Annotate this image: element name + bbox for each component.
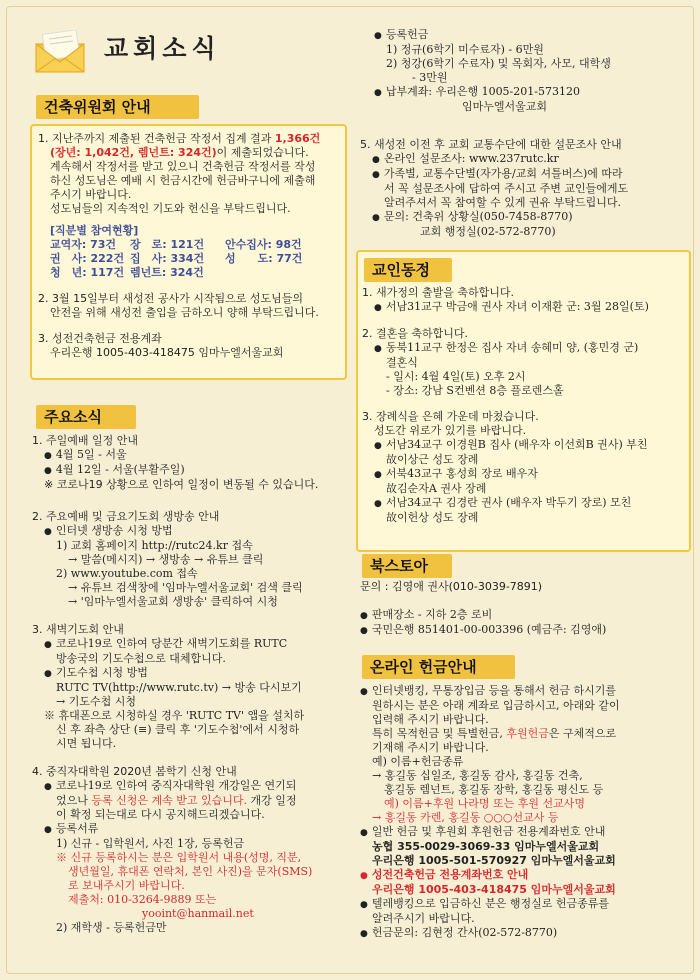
stats-row xyxy=(50,238,338,252)
list-item: ● 성전건축헌금 전용계좌번호 안내 xyxy=(360,868,685,883)
text: 교회 행정실(02-572-8770) xyxy=(420,225,556,238)
highlight-count: 1,366건 xyxy=(274,132,321,145)
text: 계속해서 작정서를 받고 있으니 건축헌금 작정서를 작성 xyxy=(50,160,316,173)
text: → 홍길동 십일조, 홍길동 감사, 홍길동 건축, xyxy=(372,769,583,782)
building-item-1 xyxy=(38,132,338,360)
text: → 말씀(메시지) → 생방송 → 유튜브 클릭 xyxy=(68,553,264,566)
text: 알려주시기 바랍니다. xyxy=(372,912,475,925)
news-item-title: 3. 장례식을 은혜 가운데 마쳤습니다. xyxy=(362,410,539,423)
highlight-text: 후원헌금 xyxy=(506,727,549,740)
text: 었으나 xyxy=(56,794,92,807)
bookstore-content xyxy=(360,580,685,638)
text: 주시기 바랍니다. xyxy=(50,188,132,201)
news-item-title: 2. 결혼을 축하합니다. xyxy=(362,327,468,340)
survey-section xyxy=(360,138,685,239)
text: 하신 성도님은 예배 시 헌금시간에 헌금바구니에 제출해 xyxy=(50,174,316,187)
text: 2) 청강(6학기 수료자) 및 목회자, 사모, 대학생 xyxy=(386,57,611,70)
text: 기재해 주시기 바랍니다. xyxy=(372,741,489,754)
list-item: ● 가족별, 교통수단별(자가용/교회 셔틀버스)에 따라 xyxy=(360,167,685,182)
news-item-title: 1. 주일예배 일정 안내 xyxy=(32,434,138,447)
note-text: ※ 휴대폰으로 시청하실 경우 'RUTC TV' 앱을 설치하 xyxy=(44,709,305,722)
news-item-title: 5. 새성전 이전 후 교회 교통수단에 대한 설문조사 안내 xyxy=(360,138,622,151)
highlight-text: 제출처: 010-3264-9889 또는 xyxy=(68,893,217,906)
highlight-text: 생년월일, 휴대폰 연락처, 본인 사진)을 문자(SMS) xyxy=(68,865,313,878)
account-text: 우리은행 1005-501-570927 임마누엘서울교회 xyxy=(372,854,616,867)
text: 성도간 위로가 있기를 바랍니다. xyxy=(374,424,527,437)
stat-cell: 교역자: 73건 xyxy=(50,238,117,251)
text: 1) 교회 홈페이지 http://rutc24.kr 접속 xyxy=(56,539,253,552)
list-item: ● 납부계좌: 우리은행 1005-201-573120 xyxy=(362,85,687,100)
text: → 유튜브 검색창에 '임마누엘서울교회' 검색 클릭 xyxy=(68,581,303,594)
list-item: ● 문의: 건축위 상황실(050-7458-8770) xyxy=(360,210,685,225)
account-text: 우리은행 1005-403-418475 임마누엘서울교회 xyxy=(372,883,616,896)
list-item: ● 기도수첩 시청 방법 xyxy=(32,666,344,681)
text: 임마누엘서울교회 xyxy=(462,100,548,113)
list-item: ● 국민은행 851401-00-003396 (예금주: 김영애) xyxy=(360,623,685,638)
text: RUTC TV(http://www.rutc.tv) → 방송 다시보기 xyxy=(56,681,302,694)
list-item: ● 일반 헌금 및 후원회 후원헌금 전용계좌번호 안내 xyxy=(360,825,685,840)
news-item-title: 4. 중직자대학원 2020년 봄학기 신청 안내 xyxy=(32,765,237,778)
email-text: yooint@hanmail.net xyxy=(142,907,254,920)
members-heading: 교인동정 xyxy=(364,258,452,282)
list-item: ● 등록헌금 xyxy=(362,28,687,43)
text: 故이헌상 성도 장례 xyxy=(386,511,479,524)
highlight-text: 로 보내주시기 바랍니다. xyxy=(68,879,185,892)
text: - 장소: 강남 S컨벤션 8층 플로렌스홀 xyxy=(386,384,564,397)
highlight-breakdown: (장년: 1,042건, 렘넌트: 324건) xyxy=(50,146,217,159)
list-item: ● 코로나19로 인하여 당분간 새벽기도회를 RUTC xyxy=(32,637,344,652)
contact-text: 문의 : 김영애 권사(010-3039-7891) xyxy=(360,580,543,593)
envelope-icon xyxy=(34,30,92,74)
text: 예) 이름+헌금종류 xyxy=(372,755,464,768)
members-content xyxy=(362,286,684,525)
text: 입력해 주시기 바랍니다. xyxy=(372,713,489,726)
text: 은 구체적으로 xyxy=(548,727,617,740)
list-item: ● 인터넷 생방송 시청 방법 xyxy=(32,524,344,539)
list-item: ● 코로나19로 인하여 중직자대학원 개강일은 연기되 xyxy=(32,779,344,794)
text: 2) 재학생 - 등록헌금만 xyxy=(56,921,167,934)
text: → '임마누엘서울교회 생방송' 클릭하여 시청 xyxy=(68,595,278,608)
stats-row xyxy=(50,266,338,280)
stat-cell: 집 사: 334건 xyxy=(130,252,205,265)
list-item: ● 판매장소 - 지하 2층 로비 xyxy=(360,608,685,623)
news-item-title: 3. 새벽기도회 안내 xyxy=(32,623,124,636)
text: 2) www.youtube.com 접속 xyxy=(56,567,198,580)
page-title: 교회소식 xyxy=(104,34,221,63)
highlight-text: → 홍길동 카렌, 홍길동 ○○○선교사 등 xyxy=(372,811,559,824)
stat-cell xyxy=(225,266,320,280)
list-item: ● 온라인 설문조사: www.237rutc.kr xyxy=(360,152,685,167)
bookstore-heading: 북스토아 xyxy=(362,554,452,578)
note-text: 시면 됩니다. xyxy=(56,737,117,750)
online-offering-heading: 온라인 헌금안내 xyxy=(362,655,515,679)
text: 특히 목적헌금 및 특별헌금, xyxy=(372,727,507,740)
main-news-content xyxy=(32,434,344,935)
members-news-box xyxy=(356,250,691,552)
text: 홍길동 렘넌트, 홍길동 장학, 홍길동 평신도 등 xyxy=(384,783,604,796)
text: 이 제출되었습니다. xyxy=(216,146,309,159)
account-text: 농협 355-0029-3069-33 임마누엘서울교회 xyxy=(372,840,600,853)
text: 1) 정규(6학기 미수료자) - 6만원 xyxy=(386,43,544,56)
text: 방송국의 기도수첩으로 대체합니다. xyxy=(56,652,226,665)
news-item-title: 2. 주요예배 및 금요기도회 생방송 안내 xyxy=(32,510,220,523)
list-item: ● 동북11교구 한정은 집사 자녀 송혜미 양, (홍민경 군) xyxy=(362,341,684,356)
list-item: ● 서남34교구 이경원B 집사 (배우자 이선희B 권사) 부친 xyxy=(362,438,684,453)
building-item-2: 2. 3월 15일부터 새성전 공사가 시작됨으로 성도님들의 xyxy=(38,292,303,305)
text: 결혼식 xyxy=(386,356,418,369)
text: 개강 일정 xyxy=(247,794,297,807)
online-offering-content xyxy=(360,684,685,941)
text: 故이상근 성도 장례 xyxy=(386,453,479,466)
text: - 일시: 4월 4일(토) 오후 2시 xyxy=(386,370,526,383)
highlight-text: 등록 신청은 계속 받고 있습니다. xyxy=(91,794,247,807)
stat-cell: 권 사: 222건 xyxy=(50,252,125,265)
text: 1) 신규 - 입학원서, 사진 1장, 등록헌금 xyxy=(56,837,245,850)
stat-cell: 장 로: 121건 xyxy=(130,238,205,251)
highlight-text: 예) 이름+후원 나라명 또는 후원 선교사명 xyxy=(384,797,586,810)
text: 성도님들의 지속적인 기도와 헌신을 부탁드립니다. xyxy=(50,202,291,215)
text: 안전을 위해 새성전 출입을 금하오니 양해 부탁드립니다. xyxy=(50,306,319,319)
registration-fee-continued xyxy=(362,28,687,114)
text: - 3만원 xyxy=(412,71,448,84)
text: 원하시는 분은 아래 계좌로 입금하시고, 아래와 같이 xyxy=(372,699,620,712)
building-item-3: 3. 성전건축헌금 전용계좌 xyxy=(38,332,162,345)
list-item: ● 4월 5일 - 서울 xyxy=(32,448,344,463)
note-text: 신 후 좌측 상단 (≡) 클릭 후 '기도수첩'에서 시청하 xyxy=(56,723,300,736)
list-item: ● 헌금문의: 김현정 간사(02-572-8770) xyxy=(360,926,685,941)
account-text: 우리은행 1005-403-418475 임마누엘서울교회 xyxy=(50,346,284,359)
stats-row xyxy=(50,252,338,266)
stat-cell: 청 년: 117건 xyxy=(50,266,125,279)
text: 이 확정 되는대로 다시 공지해드리겠습니다. xyxy=(56,808,265,821)
stats-title: [직분별 참여현황] xyxy=(50,224,139,237)
highlight-text: ※ 신규 등록하시는 분은 입학원서 내용(성명, 직분, xyxy=(56,851,302,864)
stat-cell: 안수집사: 98건 xyxy=(225,238,302,251)
stat-cell: 렘넌트: 324건 xyxy=(130,266,204,279)
list-item: ● 4월 12일 - 서울(부활주일) xyxy=(32,463,344,478)
list-item: ● 인터넷뱅킹, 무통장입금 등을 통해서 헌금 하시기를 xyxy=(360,684,685,699)
list-item: ● 서남34교구 김경란 권사 (배우자 박두기 장로) 모친 xyxy=(362,496,684,511)
header xyxy=(34,24,274,76)
building-notice-box xyxy=(30,124,347,380)
text: 故김순자A 권사 장례 xyxy=(386,482,487,495)
text: → 기도수첩 시청 xyxy=(56,695,136,708)
stats-table xyxy=(38,238,338,280)
list-item: ● 서남31교구 박금애 권사 자녀 이재환 군: 3월 28일(토) xyxy=(362,300,684,315)
building-section-heading: 건축위원회 안내 xyxy=(36,95,199,119)
list-item: ● 등록서류 xyxy=(32,822,344,837)
stat-cell: 성 도: 77건 xyxy=(225,252,303,265)
text: 알려주셔서 꼭 참여할 수 있게 권유 부탁드립니다. xyxy=(384,196,621,209)
text: 1. 지난주까지 제출된 건축헌금 작정서 집계 결과 xyxy=(38,132,275,145)
text: 서 꼭 설문조사에 답하여 주시고 주변 교인들에게도 xyxy=(384,182,629,195)
list-item: ● 서북43교구 홍성희 장로 배우자 xyxy=(362,467,684,482)
list-item: ● 텔레뱅킹으로 입금하신 분은 행정실로 헌금종류를 xyxy=(360,897,685,912)
note-text: ※ 코로나19 상황으로 인하여 일정이 변동될 수 있습니다. xyxy=(44,478,319,491)
news-item-title: 1. 새가정의 출발을 축하합니다. xyxy=(362,286,514,299)
main-news-heading: 주요소식 xyxy=(36,405,136,429)
